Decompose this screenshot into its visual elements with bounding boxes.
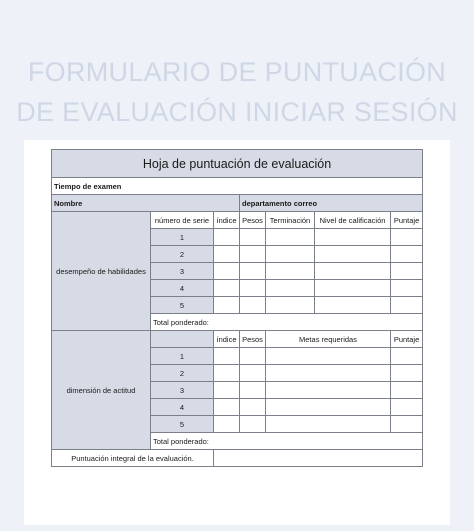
attitude-weights-cell[interactable] (240, 416, 266, 433)
attitude-score-cell[interactable] (391, 348, 423, 365)
skills-weighted-total-label: Total ponderado: (151, 314, 423, 331)
attitude-row-number: 2 (151, 365, 214, 382)
attitude-index-cell[interactable] (214, 348, 240, 365)
skills-score-cell[interactable] (391, 297, 423, 314)
name-label: Nombre (52, 195, 240, 212)
skills-weights-cell[interactable] (240, 263, 266, 280)
exam-time-label: Tiempo de examen (52, 178, 423, 195)
skills-header-index: índice (214, 212, 240, 229)
attitude-header-required-goals: Metas requeridas (266, 331, 391, 348)
attitude-row-number: 1 (151, 348, 214, 365)
skills-completion-cell[interactable] (266, 280, 315, 297)
attitude-goals-cell[interactable] (266, 399, 391, 416)
skills-header-score: Puntaje (391, 212, 423, 229)
skills-header-completion: Terminación (266, 212, 315, 229)
title-row (52, 150, 423, 178)
skills-rating-cell[interactable] (315, 246, 391, 263)
skills-score-cell[interactable] (391, 229, 423, 246)
attitude-header-blank (151, 331, 214, 348)
department-label: departamento (242, 198, 292, 208)
skills-index-cell[interactable] (214, 263, 240, 280)
email-label: correo (293, 198, 318, 208)
overall-score-row (52, 450, 423, 467)
attitude-header-index: índice (214, 331, 240, 348)
attitude-weights-cell[interactable] (240, 399, 266, 416)
score-sheet (24, 140, 450, 525)
skills-header-rating-level: Nivel de calificación (315, 212, 391, 229)
skills-row-number: 1 (151, 229, 214, 246)
evaluation-form-table (51, 149, 423, 467)
attitude-score-cell[interactable] (391, 382, 423, 399)
attitude-index-cell[interactable] (214, 416, 240, 433)
skills-row-number: 4 (151, 280, 214, 297)
skills-completion-cell[interactable] (266, 229, 315, 246)
skills-row-number: 3 (151, 263, 214, 280)
skills-rating-cell[interactable] (315, 229, 391, 246)
skills-score-cell[interactable] (391, 280, 423, 297)
exam-time-row (52, 178, 423, 195)
attitude-index-cell[interactable] (214, 382, 240, 399)
attitude-index-cell[interactable] (214, 365, 240, 382)
skills-score-cell[interactable] (391, 263, 423, 280)
skills-rating-cell[interactable] (315, 280, 391, 297)
skills-row-number: 5 (151, 297, 214, 314)
overall-score-value-cell[interactable] (214, 450, 423, 467)
attitude-goals-cell[interactable] (266, 365, 391, 382)
skills-section-label: desempeño de habilidades (52, 212, 151, 331)
skills-row-number: 2 (151, 246, 214, 263)
skills-completion-cell[interactable] (266, 246, 315, 263)
skills-index-cell[interactable] (214, 229, 240, 246)
attitude-score-cell[interactable] (391, 365, 423, 382)
attitude-header-row (52, 331, 423, 348)
skills-weights-cell[interactable] (240, 246, 266, 263)
skills-header-weights: Pesos (240, 212, 266, 229)
sheet-title: Hoja de puntuación de evaluación (52, 150, 423, 178)
attitude-row-number: 4 (151, 399, 214, 416)
skills-index-cell[interactable] (214, 280, 240, 297)
skills-rating-cell[interactable] (315, 263, 391, 280)
attitude-row-number: 5 (151, 416, 214, 433)
skills-header-serial: número de serie (151, 212, 214, 229)
attitude-goals-cell[interactable] (266, 382, 391, 399)
skills-index-cell[interactable] (214, 297, 240, 314)
page-heading (0, 52, 474, 132)
skills-header-row (52, 212, 423, 229)
attitude-index-cell[interactable] (214, 399, 240, 416)
skills-score-cell[interactable] (391, 246, 423, 263)
skills-completion-cell[interactable] (266, 297, 315, 314)
attitude-score-cell[interactable] (391, 399, 423, 416)
attitude-weights-cell[interactable] (240, 365, 266, 382)
page-heading-line-1: FORMULARIO DE PUNTUACIÓN (27, 57, 447, 87)
skills-index-cell[interactable] (214, 246, 240, 263)
attitude-weights-cell[interactable] (240, 348, 266, 365)
attitude-goals-cell[interactable] (266, 348, 391, 365)
page-heading-line-2: DE EVALUACIÓN INICIAR SESIÓN (16, 97, 458, 127)
skills-weights-cell[interactable] (240, 280, 266, 297)
attitude-goals-cell[interactable] (266, 416, 391, 433)
attitude-weights-cell[interactable] (240, 382, 266, 399)
attitude-weighted-total-label: Total ponderado: (151, 433, 423, 450)
attitude-section-label: dimensión de actitud (52, 331, 151, 450)
attitude-score-cell[interactable] (391, 416, 423, 433)
overall-score-label: Puntuación integral de la evaluación. (52, 450, 214, 467)
skills-weights-cell[interactable] (240, 229, 266, 246)
skills-weights-cell[interactable] (240, 297, 266, 314)
attitude-header-weights: Pesos (240, 331, 266, 348)
skills-completion-cell[interactable] (266, 263, 315, 280)
name-row (52, 195, 423, 212)
skills-rating-cell[interactable] (315, 297, 391, 314)
department-email-cell (240, 195, 423, 212)
attitude-row-number: 3 (151, 382, 214, 399)
attitude-header-score: Puntaje (391, 331, 423, 348)
